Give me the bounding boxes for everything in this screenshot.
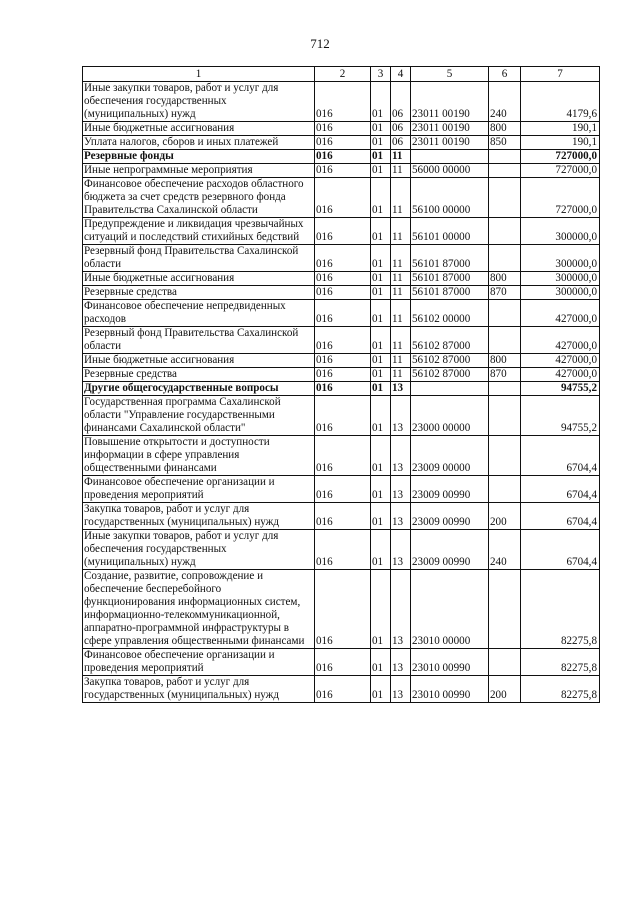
cell-chapter: 016 — [315, 150, 371, 164]
cell-name: Предупреждение и ликвидация чрезвычайных ситуаций и последствий стихийных бедствий — [83, 218, 315, 245]
cell-expense-type: 240 — [489, 82, 521, 122]
cell-amount: 82275,8 — [521, 570, 600, 649]
cell-section: 01 — [371, 245, 391, 272]
cell-expense-type: 240 — [489, 530, 521, 570]
table-row — [83, 178, 600, 218]
table-row — [83, 436, 600, 476]
cell-target-article: 56102 00000 — [411, 300, 489, 327]
table-row — [83, 649, 600, 676]
cell-target-article: 23011 00190 — [411, 82, 489, 122]
header-col-6: 6 — [489, 67, 521, 82]
cell-subsection: 11 — [391, 164, 411, 178]
cell-name: Закупка товаров, работ и услуг для государственных (муниципальных) нужд — [83, 676, 315, 703]
cell-target-article: 56102 87000 — [411, 354, 489, 368]
cell-target-article: 23009 00990 — [411, 530, 489, 570]
cell-name: Повышение открытости и доступности информации в сфере управления общественными финансами — [83, 436, 315, 476]
cell-chapter: 016 — [315, 82, 371, 122]
cell-chapter: 016 — [315, 136, 371, 150]
cell-name: Резервный фонд Правительства Сахалинской области — [83, 245, 315, 272]
cell-amount: 6704,4 — [521, 476, 600, 503]
cell-target-article: 56100 00000 — [411, 178, 489, 218]
cell-section: 01 — [371, 136, 391, 150]
cell-subsection: 13 — [391, 396, 411, 436]
cell-name: Резервные фонды — [83, 150, 315, 164]
cell-name: Финансовое обеспечение непредвиденных расходов — [83, 300, 315, 327]
table-row — [83, 272, 600, 286]
cell-amount: 427000,0 — [521, 368, 600, 382]
cell-name: Финансовое обеспечение организации и проведения мероприятий — [83, 476, 315, 503]
table-row — [83, 164, 600, 178]
cell-section: 01 — [371, 82, 391, 122]
cell-target-article: 23010 00990 — [411, 676, 489, 703]
cell-name: Иные закупки товаров, работ и услуг для обеспечения государственных (муниципальных) нужд — [83, 530, 315, 570]
cell-amount: 6704,4 — [521, 503, 600, 530]
cell-name: Государственная программа Сахалинской области "Управление государственными финансами Сахалинской области" — [83, 396, 315, 436]
cell-name: Резервный фонд Правительства Сахалинской области — [83, 327, 315, 354]
cell-chapter: 016 — [315, 286, 371, 300]
cell-amount: 190,1 — [521, 122, 600, 136]
cell-subsection: 11 — [391, 354, 411, 368]
cell-name: Резервные средства — [83, 368, 315, 382]
cell-amount: 727000,0 — [521, 164, 600, 178]
cell-subsection: 11 — [391, 327, 411, 354]
table-body — [83, 82, 600, 703]
cell-chapter: 016 — [315, 676, 371, 703]
cell-chapter: 016 — [315, 368, 371, 382]
cell-section: 01 — [371, 368, 391, 382]
cell-subsection: 06 — [391, 82, 411, 122]
table-row — [83, 503, 600, 530]
cell-expense-type: 200 — [489, 676, 521, 703]
cell-section: 01 — [371, 178, 391, 218]
cell-subsection: 11 — [391, 245, 411, 272]
cell-expense-type: 800 — [489, 272, 521, 286]
cell-name: Другие общегосударственные вопросы — [83, 382, 315, 396]
cell-target-article — [411, 150, 489, 164]
table-row — [83, 368, 600, 382]
cell-chapter: 016 — [315, 649, 371, 676]
cell-expense-type — [489, 436, 521, 476]
cell-target-article: 23011 00190 — [411, 122, 489, 136]
cell-amount: 300000,0 — [521, 245, 600, 272]
cell-chapter: 016 — [315, 272, 371, 286]
cell-amount: 727000,0 — [521, 150, 600, 164]
table-row — [83, 382, 600, 396]
cell-chapter: 016 — [315, 354, 371, 368]
table-row — [83, 476, 600, 503]
cell-section: 01 — [371, 150, 391, 164]
cell-chapter: 016 — [315, 245, 371, 272]
header-col-5: 5 — [411, 67, 489, 82]
cell-name: Уплата налогов, сборов и иных платежей — [83, 136, 315, 150]
cell-target-article: 23010 00000 — [411, 570, 489, 649]
cell-section: 01 — [371, 503, 391, 530]
cell-chapter: 016 — [315, 503, 371, 530]
cell-section: 01 — [371, 218, 391, 245]
cell-section: 01 — [371, 354, 391, 368]
header-col-2: 2 — [315, 67, 371, 82]
cell-section: 01 — [371, 286, 391, 300]
cell-target-article: 56102 87000 — [411, 327, 489, 354]
cell-name: Иные бюджетные ассигнования — [83, 354, 315, 368]
cell-amount: 6704,4 — [521, 436, 600, 476]
cell-name: Иные непрограммные мероприятия — [83, 164, 315, 178]
cell-name: Иные закупки товаров, работ и услуг для обеспечения государственных (муниципальных) нужд — [83, 82, 315, 122]
cell-chapter: 016 — [315, 530, 371, 570]
cell-section: 01 — [371, 530, 391, 570]
cell-chapter: 016 — [315, 382, 371, 396]
cell-expense-type: 850 — [489, 136, 521, 150]
cell-expense-type — [489, 382, 521, 396]
cell-chapter: 016 — [315, 122, 371, 136]
cell-section: 01 — [371, 396, 391, 436]
cell-expense-type: 800 — [489, 354, 521, 368]
cell-section: 01 — [371, 122, 391, 136]
table-row — [83, 286, 600, 300]
table-row — [83, 150, 600, 164]
table-row — [83, 136, 600, 150]
cell-expense-type — [489, 300, 521, 327]
cell-subsection: 06 — [391, 136, 411, 150]
cell-target-article: 56000 00000 — [411, 164, 489, 178]
cell-section: 01 — [371, 327, 391, 354]
cell-amount: 300000,0 — [521, 272, 600, 286]
table-row — [83, 676, 600, 703]
table-row — [83, 245, 600, 272]
table-row — [83, 530, 600, 570]
cell-subsection: 06 — [391, 122, 411, 136]
cell-section: 01 — [371, 300, 391, 327]
cell-name: Иные бюджетные ассигнования — [83, 122, 315, 136]
cell-expense-type: 800 — [489, 122, 521, 136]
cell-subsection: 11 — [391, 286, 411, 300]
cell-chapter: 016 — [315, 476, 371, 503]
cell-target-article: 56102 87000 — [411, 368, 489, 382]
page-number: 712 — [310, 36, 330, 51]
cell-chapter: 016 — [315, 570, 371, 649]
cell-subsection: 13 — [391, 436, 411, 476]
cell-subsection: 11 — [391, 272, 411, 286]
cell-expense-type — [489, 476, 521, 503]
cell-amount: 427000,0 — [521, 300, 600, 327]
cell-amount: 6704,4 — [521, 530, 600, 570]
cell-amount: 300000,0 — [521, 218, 600, 245]
cell-chapter: 016 — [315, 327, 371, 354]
cell-amount: 82275,8 — [521, 676, 600, 703]
cell-section: 01 — [371, 382, 391, 396]
cell-subsection: 13 — [391, 649, 411, 676]
cell-name: Финансовое обеспечение расходов областного бюджета за счет средств резервного фонда Правительства Сахалинской области — [83, 178, 315, 218]
cell-target-article: 56101 87000 — [411, 272, 489, 286]
cell-name: Финансовое обеспечение организации и проведения мероприятий — [83, 649, 315, 676]
cell-target-article — [411, 382, 489, 396]
cell-subsection: 11 — [391, 300, 411, 327]
cell-subsection: 11 — [391, 218, 411, 245]
table-row — [83, 122, 600, 136]
cell-section: 01 — [371, 272, 391, 286]
cell-expense-type: 870 — [489, 368, 521, 382]
cell-target-article: 23009 00990 — [411, 503, 489, 530]
cell-target-article: 56101 87000 — [411, 286, 489, 300]
cell-expense-type: 200 — [489, 503, 521, 530]
cell-amount: 4179,6 — [521, 82, 600, 122]
cell-target-article: 23011 00190 — [411, 136, 489, 150]
cell-section: 01 — [371, 476, 391, 503]
cell-subsection: 11 — [391, 178, 411, 218]
cell-subsection: 13 — [391, 476, 411, 503]
cell-expense-type — [489, 245, 521, 272]
cell-chapter: 016 — [315, 300, 371, 327]
cell-chapter: 016 — [315, 164, 371, 178]
table-row — [83, 570, 600, 649]
table-row — [83, 218, 600, 245]
cell-chapter: 016 — [315, 178, 371, 218]
cell-chapter: 016 — [315, 436, 371, 476]
cell-subsection: 13 — [391, 570, 411, 649]
cell-expense-type — [489, 570, 521, 649]
header-col-3: 3 — [371, 67, 391, 82]
cell-amount: 94755,2 — [521, 382, 600, 396]
cell-expense-type — [489, 218, 521, 245]
cell-target-article: 23000 00000 — [411, 396, 489, 436]
cell-expense-type — [489, 396, 521, 436]
header-col-7: 7 — [521, 67, 600, 82]
cell-section: 01 — [371, 649, 391, 676]
cell-expense-type — [489, 164, 521, 178]
cell-name: Иные бюджетные ассигнования — [83, 272, 315, 286]
budget-table — [82, 66, 600, 703]
cell-amount: 300000,0 — [521, 286, 600, 300]
table-row — [83, 82, 600, 122]
cell-amount: 190,1 — [521, 136, 600, 150]
table-row — [83, 396, 600, 436]
table-row — [83, 354, 600, 368]
cell-expense-type — [489, 649, 521, 676]
cell-name: Закупка товаров, работ и услуг для государственных (муниципальных) нужд — [83, 503, 315, 530]
table-row — [83, 327, 600, 354]
cell-section: 01 — [371, 164, 391, 178]
cell-chapter: 016 — [315, 218, 371, 245]
header-col-4: 4 — [391, 67, 411, 82]
cell-amount: 82275,8 — [521, 649, 600, 676]
cell-amount: 727000,0 — [521, 178, 600, 218]
cell-section: 01 — [371, 570, 391, 649]
cell-subsection: 13 — [391, 503, 411, 530]
cell-name: Резервные средства — [83, 286, 315, 300]
cell-target-article: 56101 00000 — [411, 218, 489, 245]
cell-expense-type — [489, 178, 521, 218]
cell-expense-type: 870 — [489, 286, 521, 300]
table-row — [83, 300, 600, 327]
cell-amount: 427000,0 — [521, 327, 600, 354]
cell-subsection: 13 — [391, 676, 411, 703]
cell-target-article: 23009 00990 — [411, 476, 489, 503]
cell-expense-type — [489, 327, 521, 354]
cell-amount: 94755,2 — [521, 396, 600, 436]
cell-amount: 427000,0 — [521, 354, 600, 368]
cell-subsection: 13 — [391, 382, 411, 396]
cell-subsection: 11 — [391, 150, 411, 164]
cell-target-article: 23010 00990 — [411, 649, 489, 676]
table-header-row — [83, 67, 600, 82]
cell-name: Создание, развитие, сопровождение и обеспечение бесперебойного функционирования информационных систем, информационно-телекоммуникационной, аппаратно-программной инфраструктуры в сфере управления общественными финансами — [83, 570, 315, 649]
cell-section: 01 — [371, 436, 391, 476]
cell-subsection: 13 — [391, 530, 411, 570]
cell-target-article: 56101 87000 — [411, 245, 489, 272]
cell-chapter: 016 — [315, 396, 371, 436]
cell-subsection: 11 — [391, 368, 411, 382]
header-col-1: 1 — [83, 67, 315, 82]
cell-target-article: 23009 00000 — [411, 436, 489, 476]
cell-section: 01 — [371, 676, 391, 703]
cell-expense-type — [489, 150, 521, 164]
